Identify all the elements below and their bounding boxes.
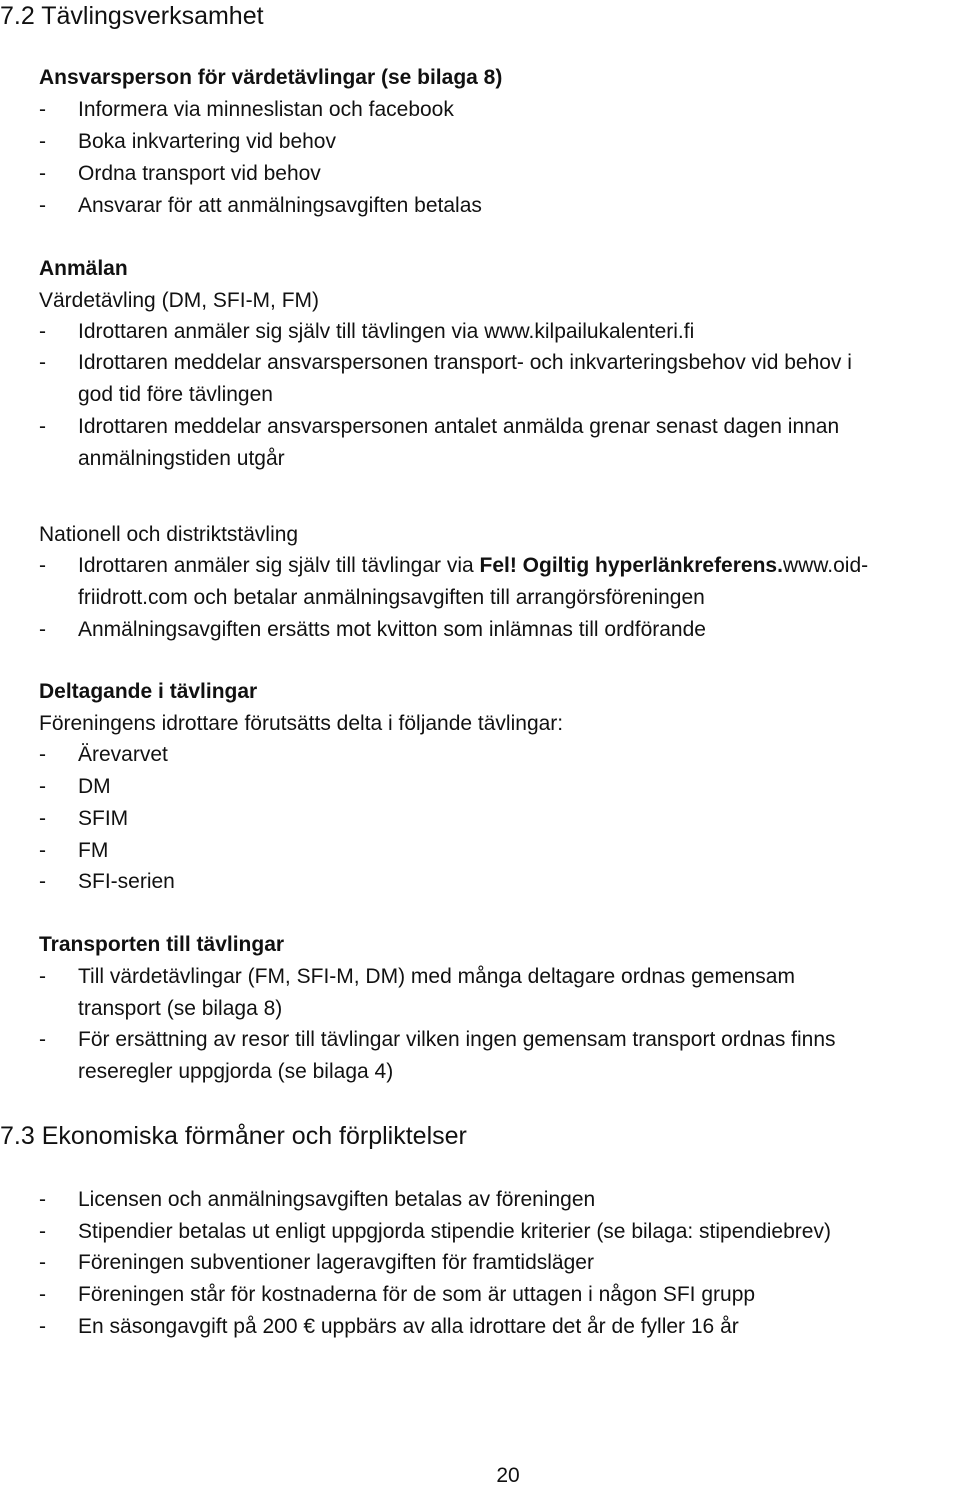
bullet-dash: - [39, 320, 46, 343]
list-item-text: Ärevarvet [78, 743, 168, 766]
list-item-text: Boka inkvartering vid behov [78, 130, 336, 153]
bullet-dash: - [39, 870, 46, 893]
list-item-text: god tid före tävlingen [78, 383, 273, 406]
list-item-text: Föreningen subventioner lageravgiften för framtidsläger [78, 1251, 594, 1274]
list-item-text-rest: com och betalar anmälningsavgiften till arrangörsföreningen [148, 586, 705, 609]
bullet-dash: - [39, 618, 46, 641]
ansvarsperson-heading-text: Ansvarsperson för värdetävlingar (se bilaga 8) [39, 66, 503, 89]
list-item-text: anmälningstiden utgår [78, 447, 285, 470]
bullet-dash: - [39, 194, 46, 217]
list-item-text: transport (se bilaga 8) [78, 997, 283, 1020]
list-item-text: Idrottaren meddelar ansvarspersonen antalet anmälda grenar senast dagen innan [78, 415, 840, 438]
list-item-text [78, 584, 705, 612]
bullet-dash: - [39, 1283, 46, 1306]
hyperlink-error-text: Fel! Ogiltig hyperlänkreferens. [479, 554, 783, 577]
nationell-subheading-text: Nationell och distriktstävling [39, 523, 299, 546]
bullet-dash: - [39, 1028, 46, 1051]
list-item-text: Ansvarar för att anmälningsavgiften betalas [78, 194, 482, 217]
page-number: 20 [496, 1464, 520, 1487]
list-item-text: För ersättning av resor till tävlingar vilken ingen gemensam transport ordnas finns [78, 1028, 836, 1051]
bullet-dash: - [39, 415, 46, 438]
bullet-dash: - [39, 351, 46, 374]
list-item-text: Anmälningsavgiften ersätts mot kvitton som inlämnas till ordförande [78, 618, 706, 641]
list-item-text: Föreningen står för kostnaderna för de som är uttagen i någon SFI grupp [78, 1283, 756, 1306]
list-item-text: reseregler uppgjorda (se bilaga 4) [78, 1060, 394, 1083]
anmalan-heading-text: Anmälan [39, 257, 128, 280]
bullet-dash: - [39, 554, 46, 577]
list-item-text: Idrottaren meddelar ansvarspersonen transport- och inkvarteringsbehov vid behov i [78, 351, 852, 374]
bullet-dash: - [39, 965, 46, 988]
list-item-text: SFI-serien [78, 870, 175, 893]
list-item-text: DM [78, 775, 111, 798]
section-heading-text: 7.2 Tävlingsverksamhet [0, 2, 264, 30]
list-item-text: FM [78, 839, 109, 862]
bullet-dash: - [39, 162, 46, 185]
bullet-dash: - [39, 1188, 46, 1211]
list-item-text: Stipendier betalas ut enligt uppgjorda stipendie kriterier (se bilaga: stipendiebrev) [78, 1220, 831, 1243]
bullet-dash: - [39, 130, 46, 153]
list-item-text: Ordna transport vid behov [78, 162, 321, 185]
list-item-text: En säsongavgift på 200 € uppbärs av alla idrottare det år de fyller 16 år [78, 1315, 739, 1338]
bullet-dash: - [39, 839, 46, 862]
list-item-text: SFIM [78, 807, 129, 830]
bullet-dash: - [39, 1220, 46, 1243]
list-item-text: Licensen och anmälningsavgiften betalas av föreningen [78, 1188, 596, 1211]
list-item-text: Idrottaren anmäler sig själv till tävlingen via www.kilpailukalenteri.fi [78, 320, 695, 343]
bullet-dash: - [39, 98, 46, 121]
list-item-text: Till värdetävlingar (FM, SFI-M, DM) med många deltagare ordnas gemensam [78, 965, 795, 988]
list-item-text-suffix: www.oid- [782, 554, 869, 577]
list-item-text-prefix: Idrottaren anmäler sig själv till tävlingar via [78, 554, 480, 577]
bullet-dash: - [39, 807, 46, 830]
list-item-text: Informera via minneslistan och facebook [78, 98, 454, 121]
deltagande-intro-text: Föreningens idrottare förutsätts delta i följande tävlingar: [39, 712, 564, 735]
bullet-dash: - [39, 743, 46, 766]
section-heading-text: 7.3 Ekonomiska förmåner och förpliktelser [0, 1122, 467, 1150]
list-item-text-start: friidrott. [78, 586, 149, 609]
bullet-dash: - [39, 1251, 46, 1274]
bullet-dash: - [39, 775, 46, 798]
anmalan-subheading-text: Värdetävling (DM, SFI-M, FM) [39, 289, 320, 312]
deltagande-heading-text: Deltagande i tävlingar [39, 680, 258, 703]
transport-heading-text: Transporten till tävlingar [39, 933, 285, 956]
list-item-text [78, 552, 868, 580]
bullet-dash: - [39, 1315, 46, 1338]
